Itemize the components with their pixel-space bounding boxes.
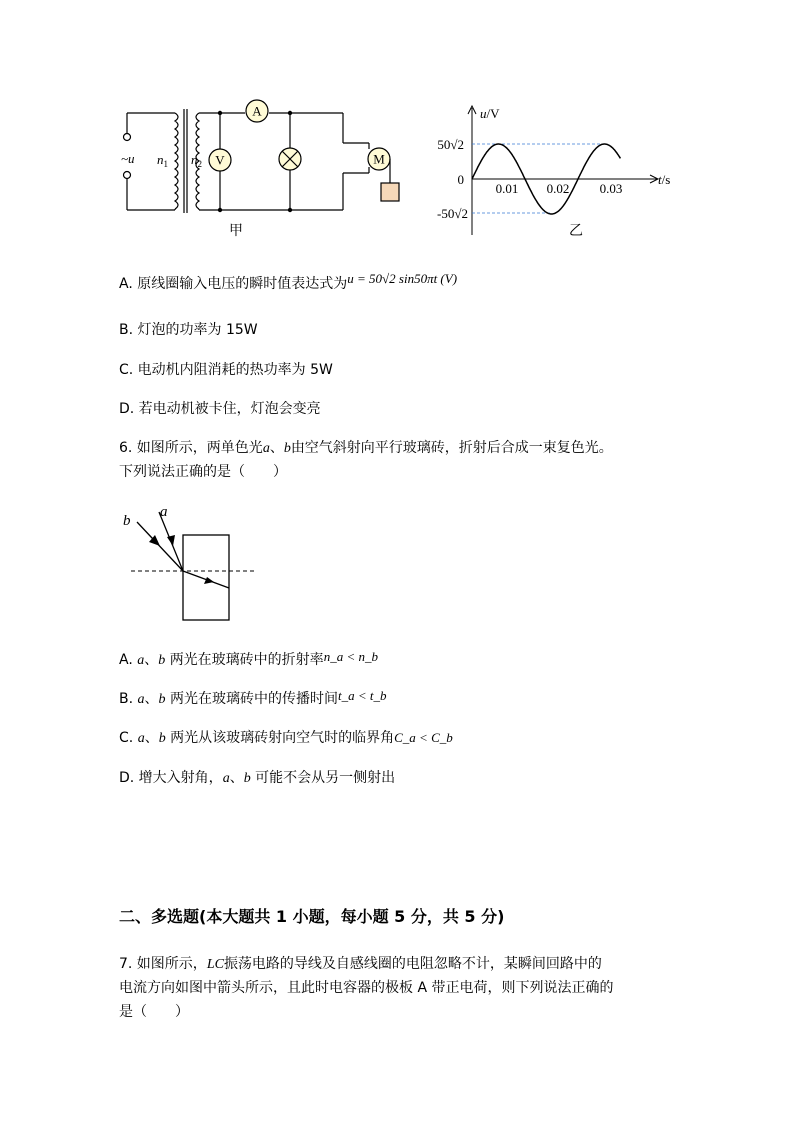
voltage-time-graph: [420, 100, 680, 240]
y-tick-bottom: -50√2: [437, 206, 468, 221]
q5-option-c: C. 电动机内阻消耗的热功率为 5W: [119, 362, 333, 378]
ammeter-label: A: [252, 103, 262, 119]
q7-stem-line1: 7. 如图所示，LC振荡电路的导线及自感线圈的电阻忽略不计，某瞬间回路中的: [119, 956, 602, 972]
n1-label: n: [157, 152, 164, 167]
transformer-circuit-diagram: [115, 95, 415, 245]
svg-text:u/V: [480, 106, 500, 121]
y-axis-unit: /V: [486, 106, 500, 121]
figure-right-caption: 乙: [569, 223, 583, 239]
glass-block-diagram: [115, 498, 265, 628]
motor-label: M: [373, 151, 385, 167]
section-2-heading: 二、多选题(本大题共 1 小题，每小题 5 分，共 5 分): [119, 907, 505, 926]
q6-option-a-formula: n_a < n_b: [323, 649, 378, 664]
n2-label: n: [191, 152, 198, 167]
y-tick-top: 50√2: [437, 137, 464, 152]
ray-a-label: a: [160, 504, 168, 520]
x-axis-variable: t: [658, 172, 662, 187]
q7-stem-line3: 是（ ）: [119, 1004, 189, 1020]
x-tick-2: 0.02: [546, 181, 570, 196]
x-tick-3: 0.03: [599, 181, 623, 196]
figure-left-caption: 甲: [229, 223, 243, 239]
q6-option-b: B. a、b 两光在玻璃砖中的传播时间t_a < t_b: [119, 688, 387, 707]
n1-subscript: 1: [163, 159, 168, 169]
y-tick-zero: 0: [457, 172, 464, 187]
q5-option-d: D. 若电动机被卡住，灯泡会变亮: [119, 401, 321, 417]
svg-text:n2: [191, 152, 202, 169]
q6-option-d: D. 增大入射角，a、b 可能不会从另一侧射出: [119, 770, 396, 786]
q5-option-a-formula: u = 50√2 sin50πt (V): [347, 271, 458, 286]
voltmeter-label: V: [215, 152, 225, 168]
x-tick-1: 0.01: [495, 181, 519, 196]
q5-option-b: B. 灯泡的功率为 15W: [119, 322, 258, 338]
q6-stem-line2: 下列说法正确的是（ ）: [119, 464, 287, 480]
q6-option-b-formula: t_a < t_b: [337, 688, 387, 703]
svg-text:t/s: [658, 172, 670, 187]
svg-text:n1: [157, 152, 168, 169]
source-label: ~u: [121, 151, 135, 166]
q6-option-c: C. a、b 两光从该玻璃砖射向空气时的临界角C_a < C_b: [119, 730, 453, 746]
q6-option-a: A. a、b 两光在玻璃砖中的折射率n_a < n_b: [119, 649, 378, 668]
x-axis-unit: /s: [661, 172, 671, 187]
q6-stem-line1: 6. 如图所示，两单色光a、b由空气斜射向平行玻璃砖，折射后合成一束复色光。: [119, 440, 613, 456]
q5-option-a: A. 原线圈输入电压的瞬时值表达式为u = 50√2 sin50πt (V): [119, 271, 458, 292]
y-axis-variable: u: [480, 106, 487, 121]
n2-subscript: 2: [197, 159, 202, 169]
q6-option-c-formula: C_a < C_b: [394, 730, 453, 745]
q7-stem-line2: 电流方向如图中箭头所示，且此时电容器的极板 A 带正电荷，则下列说法正确的: [119, 980, 614, 996]
ray-b-label: b: [123, 513, 131, 529]
